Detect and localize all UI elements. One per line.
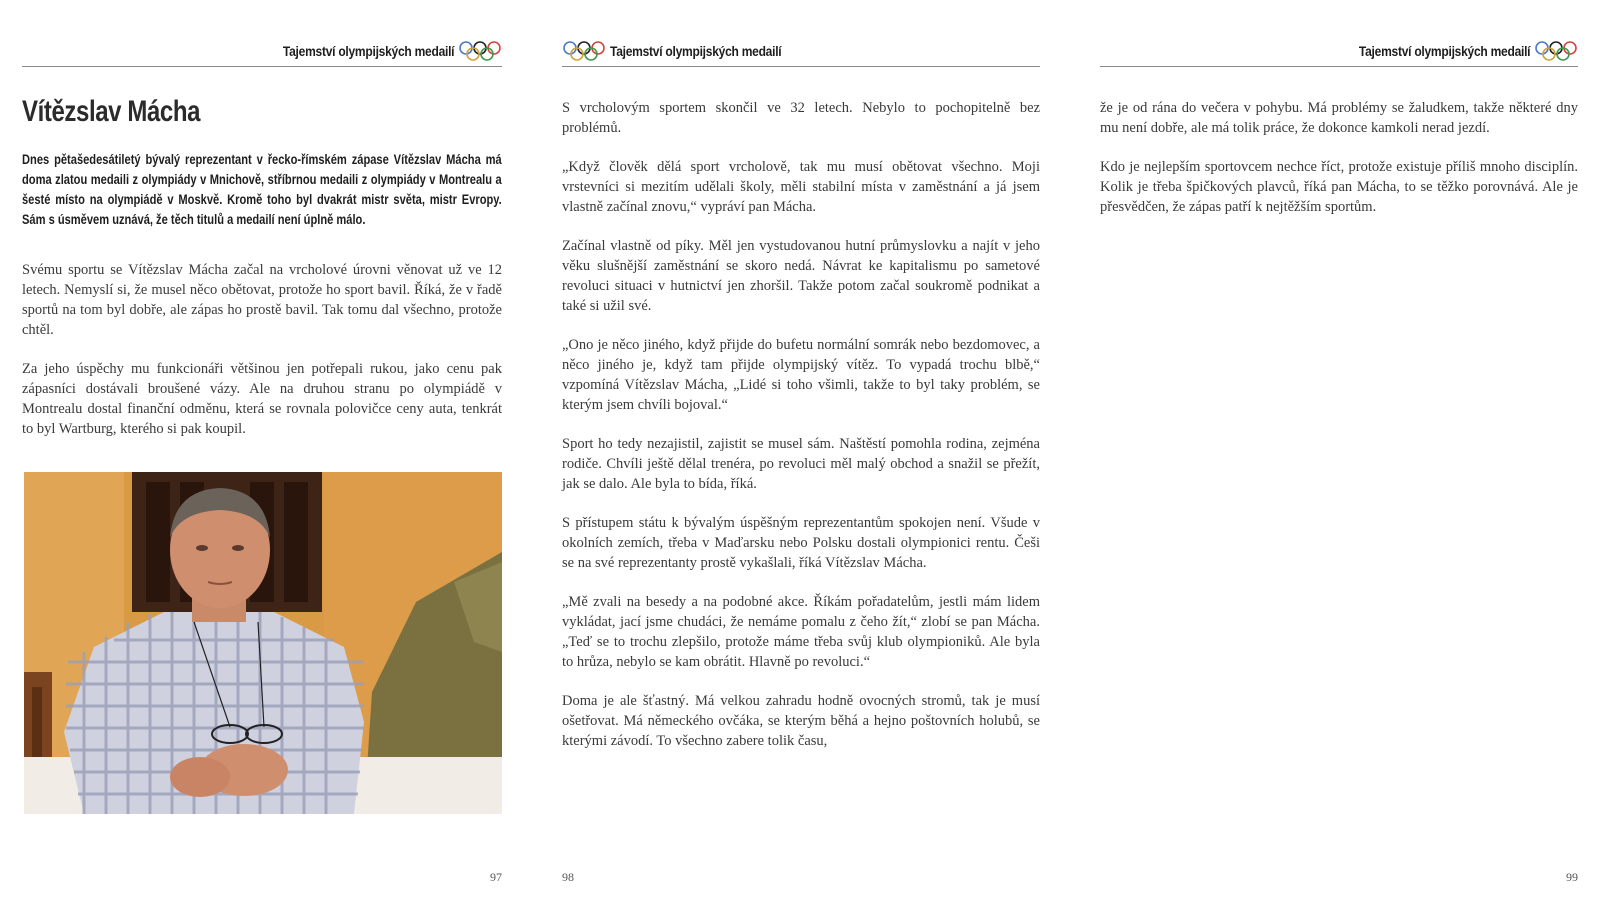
paragraph: „Mě zvali na besedy a na podobné akce. Říkám pořadatelům, jestli mám lidem vykládat, jací jsme chudáci, že nemáme pomalu z čeho žít,“ zlobí se pan Mácha. „Teď se to trochu zlepšilo, protože máme třeba svůj klub olympioniků. Ale byla to hrůza, nebylo se kam obrátit. Hlavně po revoluci.“ <box>562 594 1040 670</box>
page-99 <box>1100 0 1578 909</box>
page-header <box>22 36 502 67</box>
article-body <box>22 260 502 458</box>
header-title: Tajemství olympijských medailí <box>610 43 782 59</box>
article-body <box>1100 98 1578 236</box>
olympic-rings-icon <box>458 39 502 63</box>
page-header <box>562 36 1040 67</box>
paragraph: Doma je ale šťastný. Má velkou zahradu hodně ovocných stromů, tak je musí ošetřovat. Má německého ovčáka, se kterým běhá a hejno poštovních holubů, se kterými závodí. To všechno zabere tolik času, <box>562 693 1040 749</box>
paragraph: že je od rána do večera v pohybu. Má problémy se žaludkem, takže některé dny mu není dobře, ale má tolik práce, že dokonce kamkoli nerad jezdí. <box>1100 100 1578 136</box>
article-lead: Dnes pětašedesátiletý bývalý reprezentant v řecko-římském zápase Vítězslav Mácha má doma zlatou medaili z olympiády v Mnichově, stříbrnou medaili z olympiády v Montrealu a šesté místo na olympiádě v Moskvě. Kromě toho byl dvakrát mistr světa, mistr Evropy. Sám s úsměvem uznává, že těch titulů a medailí není úplně málo. <box>22 152 502 227</box>
paragraph: „Když člověk dělá sport vrcholově, tak mu musí obětovat všechno. Moji vrstevníci si mezitím udělali školy, měli stabilní místa v zaměstnání a já jsem vlastně začínal znovu,“ vypráví pan Mácha. <box>562 159 1040 215</box>
paragraph: Za jeho úspěchy mu funkcionáři většinou jen potřepali rukou, jako cenu pak zápasníci dostávali broušené vázy. Ale na druhou stranu po olympiádě v Montrealu dostal finanční odměnu, která se rovnala polovičce ceny auta, tenkrát to byl Wartburg, kterého si pak koupil. <box>22 361 502 437</box>
page-number: 98 <box>562 870 574 884</box>
page-number: 97 <box>490 870 502 884</box>
page-97 <box>22 0 502 909</box>
article-title: Vítězslav Mácha <box>22 95 201 128</box>
paragraph: Začínal vlastně od píky. Měl jen vystudovanou hutní průmyslovku a najít v jeho věku slušnější zaměstnání se skoro nedá. Návrat ke kapitalismu po sametové revoluci situaci v hutnictví jen zhoršil. Takže potom začal soukromě podnikat a také si užil své. <box>562 238 1040 314</box>
header-title: Tajemství olympijských medailí <box>1358 43 1530 59</box>
page-header <box>1100 36 1578 67</box>
paragraph: S vrcholovým sportem skončil ve 32 letech. Nebylo to pochopitelně bez problémů. <box>562 100 1040 136</box>
paragraph: Kdo je nejlepším sportovcem nechce říct, protože existuje příliš mnoho disciplín. Kolik je třeba špičkových plavců, říká pan Mácha, to se těžko porovnává. Ale je přesvědčen, že zápas patří k nejtěžším sportům. <box>1100 159 1578 215</box>
portrait-photo <box>24 472 502 814</box>
paragraph: Svému sportu se Vítězslav Mácha začal na vrcholové úrovni věnovat už ve 12 letech. Nemyslí si, že musel něco obětovat, protože ho sport bavil. Říká, že v řadě sportů na tom byl dobře, ale zápas ho prostě bavil. Tak tomu dal všechno, protože chtěl. <box>22 262 502 338</box>
page-number: 99 <box>1566 870 1578 884</box>
page-98 <box>562 0 1040 909</box>
header-title: Tajemství olympijských medailí <box>282 43 454 59</box>
paragraph: S přístupem státu k bývalým úspěšným reprezentantům spokojen není. Všude v okolních zemích, třeba v Maďarsku nebo Polsku dostali olympionici rentu. Češi se na své reprezentanty prostě vykašlali, říká Vítězslav Mácha. <box>562 515 1040 571</box>
olympic-rings-icon <box>1534 39 1578 63</box>
article-body <box>562 98 1040 770</box>
paragraph: „Ono je něco jiného, když přijde do bufetu normální somrák nebo bezdomovec, a něco jiného je, když tam přijde olympijský vítěz. To vypadá trochu blbě,“ vzpomíná Vítězslav Mácha, „Lidé si toho všimli, takže to byl taky problém, se kterým jsem chvíli bojoval.“ <box>562 337 1040 413</box>
olympic-rings-icon <box>562 39 606 63</box>
paragraph: Sport ho tedy nezajistil, zajistit se musel sám. Naštěstí pomohla rodina, zejména rodiče. Chvíli ještě dělal trenéra, po revoluci měl malý obchod a snažil se přežít, jak se dalo. Ale byla to bída, říká. <box>562 436 1040 492</box>
